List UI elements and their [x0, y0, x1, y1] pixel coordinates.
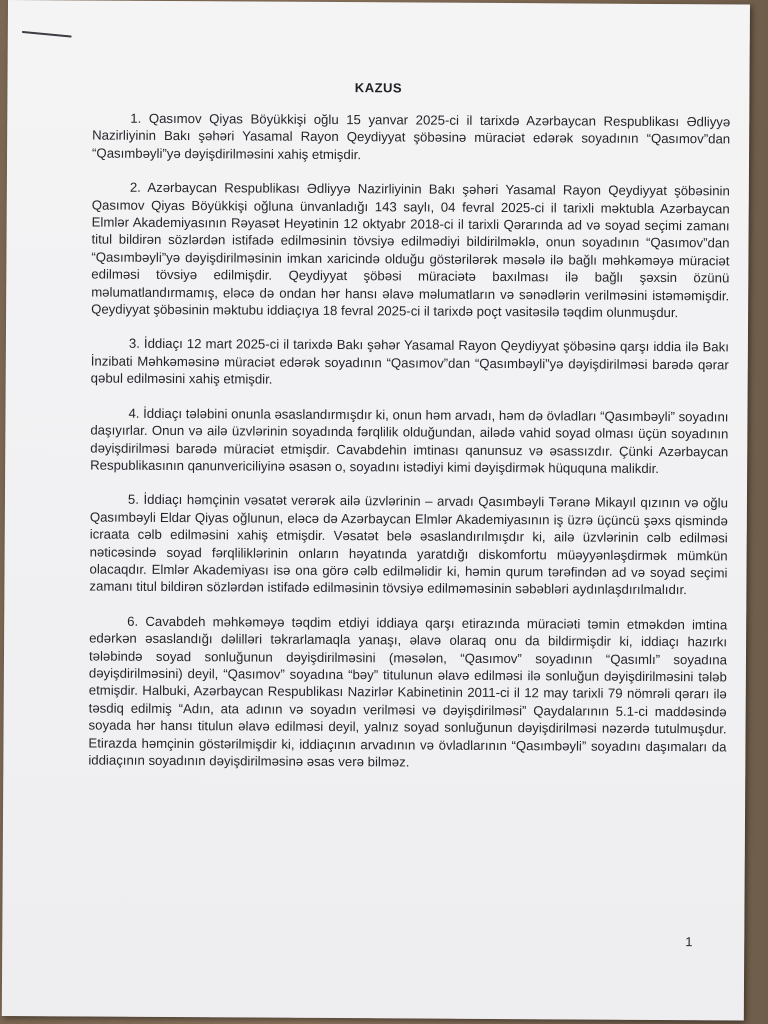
document-page — [2, 0, 750, 1021]
pen-stroke-mark — [22, 31, 72, 38]
paragraph-1: 1. Qasımov Qiyas Böyükkişi oğlu 15 yanvar 2025-ci il tarixdə Azərbaycan Respublikası Ədliyyə Nazirliyinin Bakı şəhəri Yasamal Rayon Qeydiyyat şöbəsinə müraciət edərək soyadının “Qasımov”dan “Qasımbəyli”yə dəyişdirilməsini xahiş etmişdir. — [92, 110, 731, 162]
paragraph-5: 5. İddiaçı həmçinin vəsatət verərək ailə üzvlərinin – arvadı Qasımbəyli Təranə Mikayıl qızının və oğlu Qasımbəyli Eldar Qiyas oğlunun, eləcə də Azərbaycan Elmlər Akademiyasının iş üzrə üçüncü şəxs qismində icraata cəlb edilməsini xahiş etmişdir. Vəsatət belə əsaslandırılmışdır ki, ailə üzvlərinin cəlb edilməsi nəticəsində soyad fərqliliklərinin onların həyatında yaratdığı diskomfortu müəyyənləşdirmək mümkün olacaqdır. Elmlər Akademiyası isə ona görə cəlb edilməlidir ki, həmin qurum tərəfindən ad və soyad seçimi zamanı titul bildirən sözlərdən istifadə edilməsinin tövsiyə edilməməsinin səbəbləri aydınlaşdırılmalıdır. — [89, 492, 728, 598]
paragraph-3: 3. İddiaçı 12 mart 2025-ci il tarixdə Bakı şəhər Yasamal Rayon Qeydiyyat şöbəsinə qarşı iddia ilə Bakı İnzibati Məhkəməsinə müraciət edərək soyadının “Qasımov”dan “Qasımbəyli”yə dəyişdirilməsi barədə qərar qəbul edilməsini xahiş etmişdir. — [90, 336, 729, 387]
paragraph-2: 2. Azərbaycan Respublikası Ədliyyə Nazirliyinin Bakı şəhəri Yasamal Rayon Qeydiyyat şöbəsinin Qasımov Qiyas Böyükkişi oğluna ünvanladığı 143 saylı, 04 fevral 2025-ci il tarixli məktubla Azərbaycan Elmlər Akademiyasının Rəyasət Heyətinin 12 oktyabr 2018-ci il tarixli Qərarında ad və soyad seçimi zamanı titul bildirən sözlərdən istifadə edilməsinin tövsiyə edilmədiyi bildirilməklə, onun soyadının “Qasımov”dan “Qasımbəyli”yə dəyişdirilməsinin imkan xaricində olduğu göstərilərək məsələ ilə bağlı məhkəməyə müraciət edilməsi tövsiyə edilmişdir. Qeydiyyat şöbəsi müraciətə baxılması ilə bağlı şəxsin özünü məlumatlandırmamış, eləcə də ondan hər hansı əlavə məlumatların və sənədlərin verilməsini istəməmişdir. Qeydiyyat şöbəsinin məktubu iddiaçıya 18 fevral 2025-ci il tarixdə poçt vasitəsilə təqdim olunmuşdur. — [91, 179, 730, 321]
document-body — [88, 110, 730, 790]
paragraph-6: 6. Cavabdeh məhkəməyə təqdim etdiyi iddiaya qarşı etirazında müraciəti təmin etməkdən imtina edərkən əsaslandığı dəlilləri təkrarlamaqla yanaşı, əlavə olaraq onu da bildirmişdir ki, iddiaçı hazırkı tələbində soyad sonluğunun dəyişdirilməsini (məsələn, “Qasımov” soyadının “Qasımlı” soyadına dəyişdirilməsini) deyil, “Qasımov” soyadına “bəy” titulunun əlavə edilməsi ilə sonluğun dəyişdirilməsini tələb etmişdir. Halbuki, Azərbaycan Respublikası Nazirlər Kabinetinin 2011-ci il 12 may tarixli 79 nömrəli qərarı ilə təsdiq edilmiş “Adın, ata adının və soyadın verilməsi və dəyişdirilməsi” Qaydalarının 5.1-ci maddəsində soyada hər hansı titulun əlavə edilməsi deyil, yalnız soyad sonluğunun dəyişdirilməsi nəzərdə tutulmuşdur. Etirazda həmçinin göstərilmişdir ki, iddiaçının arvadının və övladlarının “Qasımbəyli” soyadını daşımaları da iddiaçının soyadının dəyişdirilməsinə əsas verə bilməz. — [88, 613, 728, 770]
document-title: KAZUS — [354, 80, 403, 96]
page-number: 1 — [685, 934, 693, 950]
paragraph-4: 4. İddiaçı tələbini onunla əsaslandırmışdır ki, onun həm arvadı, həm də övladları “Qasımbəyli” soyadını daşıyırlar. Onun və ailə üzvlərinin soyadında fərqlilik olduğundan, ailədə vahid soyad olması üçün soyadının dəyişdirilməsi barədə müraciət etmişdir. Cavabdehin imtinası qanunsuz və əsassızdır. Çünki Azərbaycan Respublikasının qanunvericiliyinə əsasən o, soyadını istədiyi kimi dəyişdirmək hüququna malikdir. — [90, 405, 729, 476]
